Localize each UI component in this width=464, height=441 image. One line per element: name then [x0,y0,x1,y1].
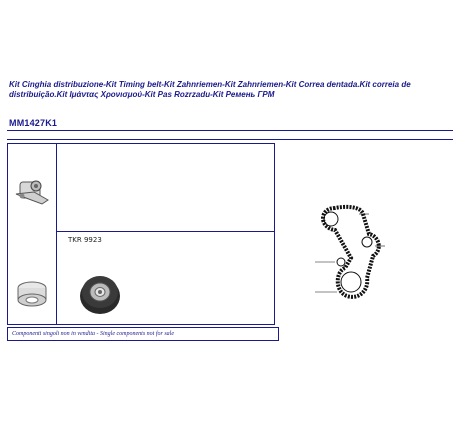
kit-code: MM1427K1 [9,118,58,128]
row-divider [56,231,274,232]
tensioner-bracket-icon [12,176,52,210]
footer-note: Componenti singoli non in vendita - Single components not for sale [7,327,279,341]
part-label-tkr: TKR 9923 [68,236,102,244]
idler-pulley-small-icon [14,276,50,310]
column-divider [56,144,57,324]
belt-routing-diagram [305,200,395,310]
bottom-rule [7,139,453,140]
kit-title: Kit Cinghia distribuzione-Kit Timing belt-Kit Zahnriemen-Kit Zahnriemen-Kit Correa dentada.Kit correia de distribuição.Kit Ιμάντας Χρονισμού-Kit Pas Rozrzadu-Kit Ремень ГРМ [9,80,411,99]
top-rule [7,130,453,131]
tensioner-pulley-icon [76,270,124,318]
